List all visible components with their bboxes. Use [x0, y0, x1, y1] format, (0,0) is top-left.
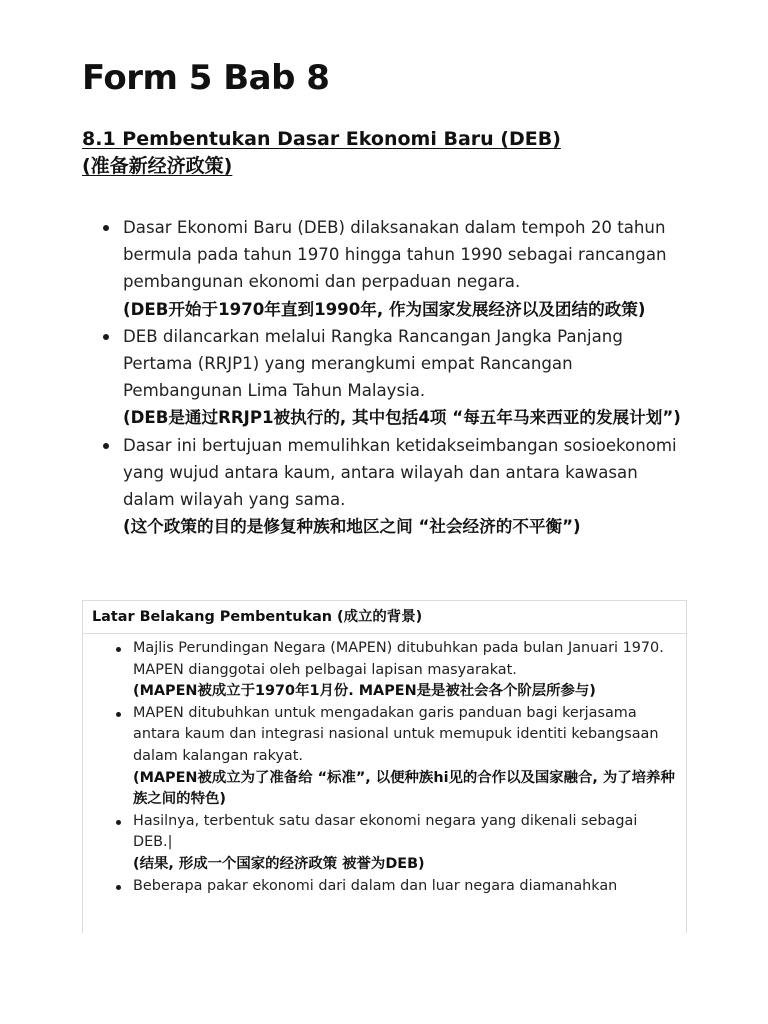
table-item-text: Beberapa pakar ekonomi dari dalam dan luar negara diamanahkan	[133, 877, 618, 894]
bullet-dot-icon	[116, 712, 121, 717]
section-heading-line2[interactable]: (准备新经济政策)	[82, 155, 233, 177]
bullet-translation: (这个政策的目的是修复种族和地区之间 “社会经济的不平衡”)	[123, 517, 581, 537]
table-item-translation: (结果, 形成一个国家的经济政策 被誉为DEB)	[133, 855, 425, 872]
table-list-item	[83, 876, 686, 898]
bullet-list	[82, 214, 688, 540]
bullet-translation: (DEB开始于1970年直到1990年, 作为国家发展经济以及团结的政策)	[123, 299, 646, 319]
table-item-text: Hasilnya, terbentuk satu dasar ekonomi negara yang dikenali sebagai DEB.|	[133, 812, 638, 851]
document-page	[82, 56, 688, 540]
bullet-dot-icon	[116, 885, 121, 890]
bullet-text: Dasar ini bertujuan memulihkan ketidakseimbangan sosioekonomi yang wujud antara kaum, antara wilayah dan antara kawasan dalam wilayah yang sama.	[123, 435, 677, 510]
bullet-dot-icon	[116, 820, 121, 825]
table-bullet-list	[83, 638, 686, 897]
section-heading[interactable]	[82, 126, 688, 180]
bullet-dot-icon	[103, 225, 109, 231]
list-item	[82, 323, 688, 432]
list-item	[82, 432, 688, 541]
table-list-item	[83, 638, 686, 703]
bullet-text: Dasar Ekonomi Baru (DEB) dilaksanakan dalam tempoh 20 tahun bermula pada tahun 1970 hingga tahun 1990 sebagai rancangan pembangunan ekonomi dan perpaduan negara.	[123, 218, 667, 292]
bullet-dot-icon	[103, 334, 109, 340]
bullet-translation: (DEB是通过RRJP1被执行的, 其中包括4项 “每五年马来西亚的发展计划”)	[123, 408, 681, 428]
background-table	[82, 600, 687, 933]
page-title: Form 5 Bab 8	[82, 58, 330, 98]
table-item-text: MAPEN ditubuhkan untuk mengadakan garis panduan bagi kerjasama antara kaum dan integrasi nasional untuk memupuk identiti kebangsaan dalam kalangan rakyat.	[133, 704, 659, 764]
table-item-translation: (MAPEN被成立于1970年1月份. MAPEN是是被社会各个阶层所参与)	[133, 683, 596, 700]
bullet-dot-icon	[103, 443, 109, 449]
table-item-translation: (MAPEN被成立为了准备给 “标准”, 以便种族hi见的合作以及国家融合, 为了培养种族之间的特色)	[133, 769, 675, 808]
bullet-dot-icon	[116, 647, 121, 652]
table-list-item	[83, 811, 686, 876]
table-header: Latar Belakang Pembentukan (成立的背景)	[83, 601, 686, 634]
section-heading-line1[interactable]: 8.1 Pembentukan Dasar Ekonomi Baru (DEB)	[82, 128, 561, 150]
table-list-item	[83, 703, 686, 811]
bullet-text: DEB dilancarkan melalui Rangka Rancangan Jangka Panjang Pertama (RRJP1) yang merangkumi empat Rancangan Pembangunan Lima Tahun Malaysia.	[123, 326, 623, 401]
list-item	[82, 214, 688, 323]
table-item-text: Majlis Perundingan Negara (MAPEN) ditubuhkan pada bulan Januari 1970. MAPEN dianggotai oleh pelbagai lapisan masyarakat.	[133, 640, 664, 678]
